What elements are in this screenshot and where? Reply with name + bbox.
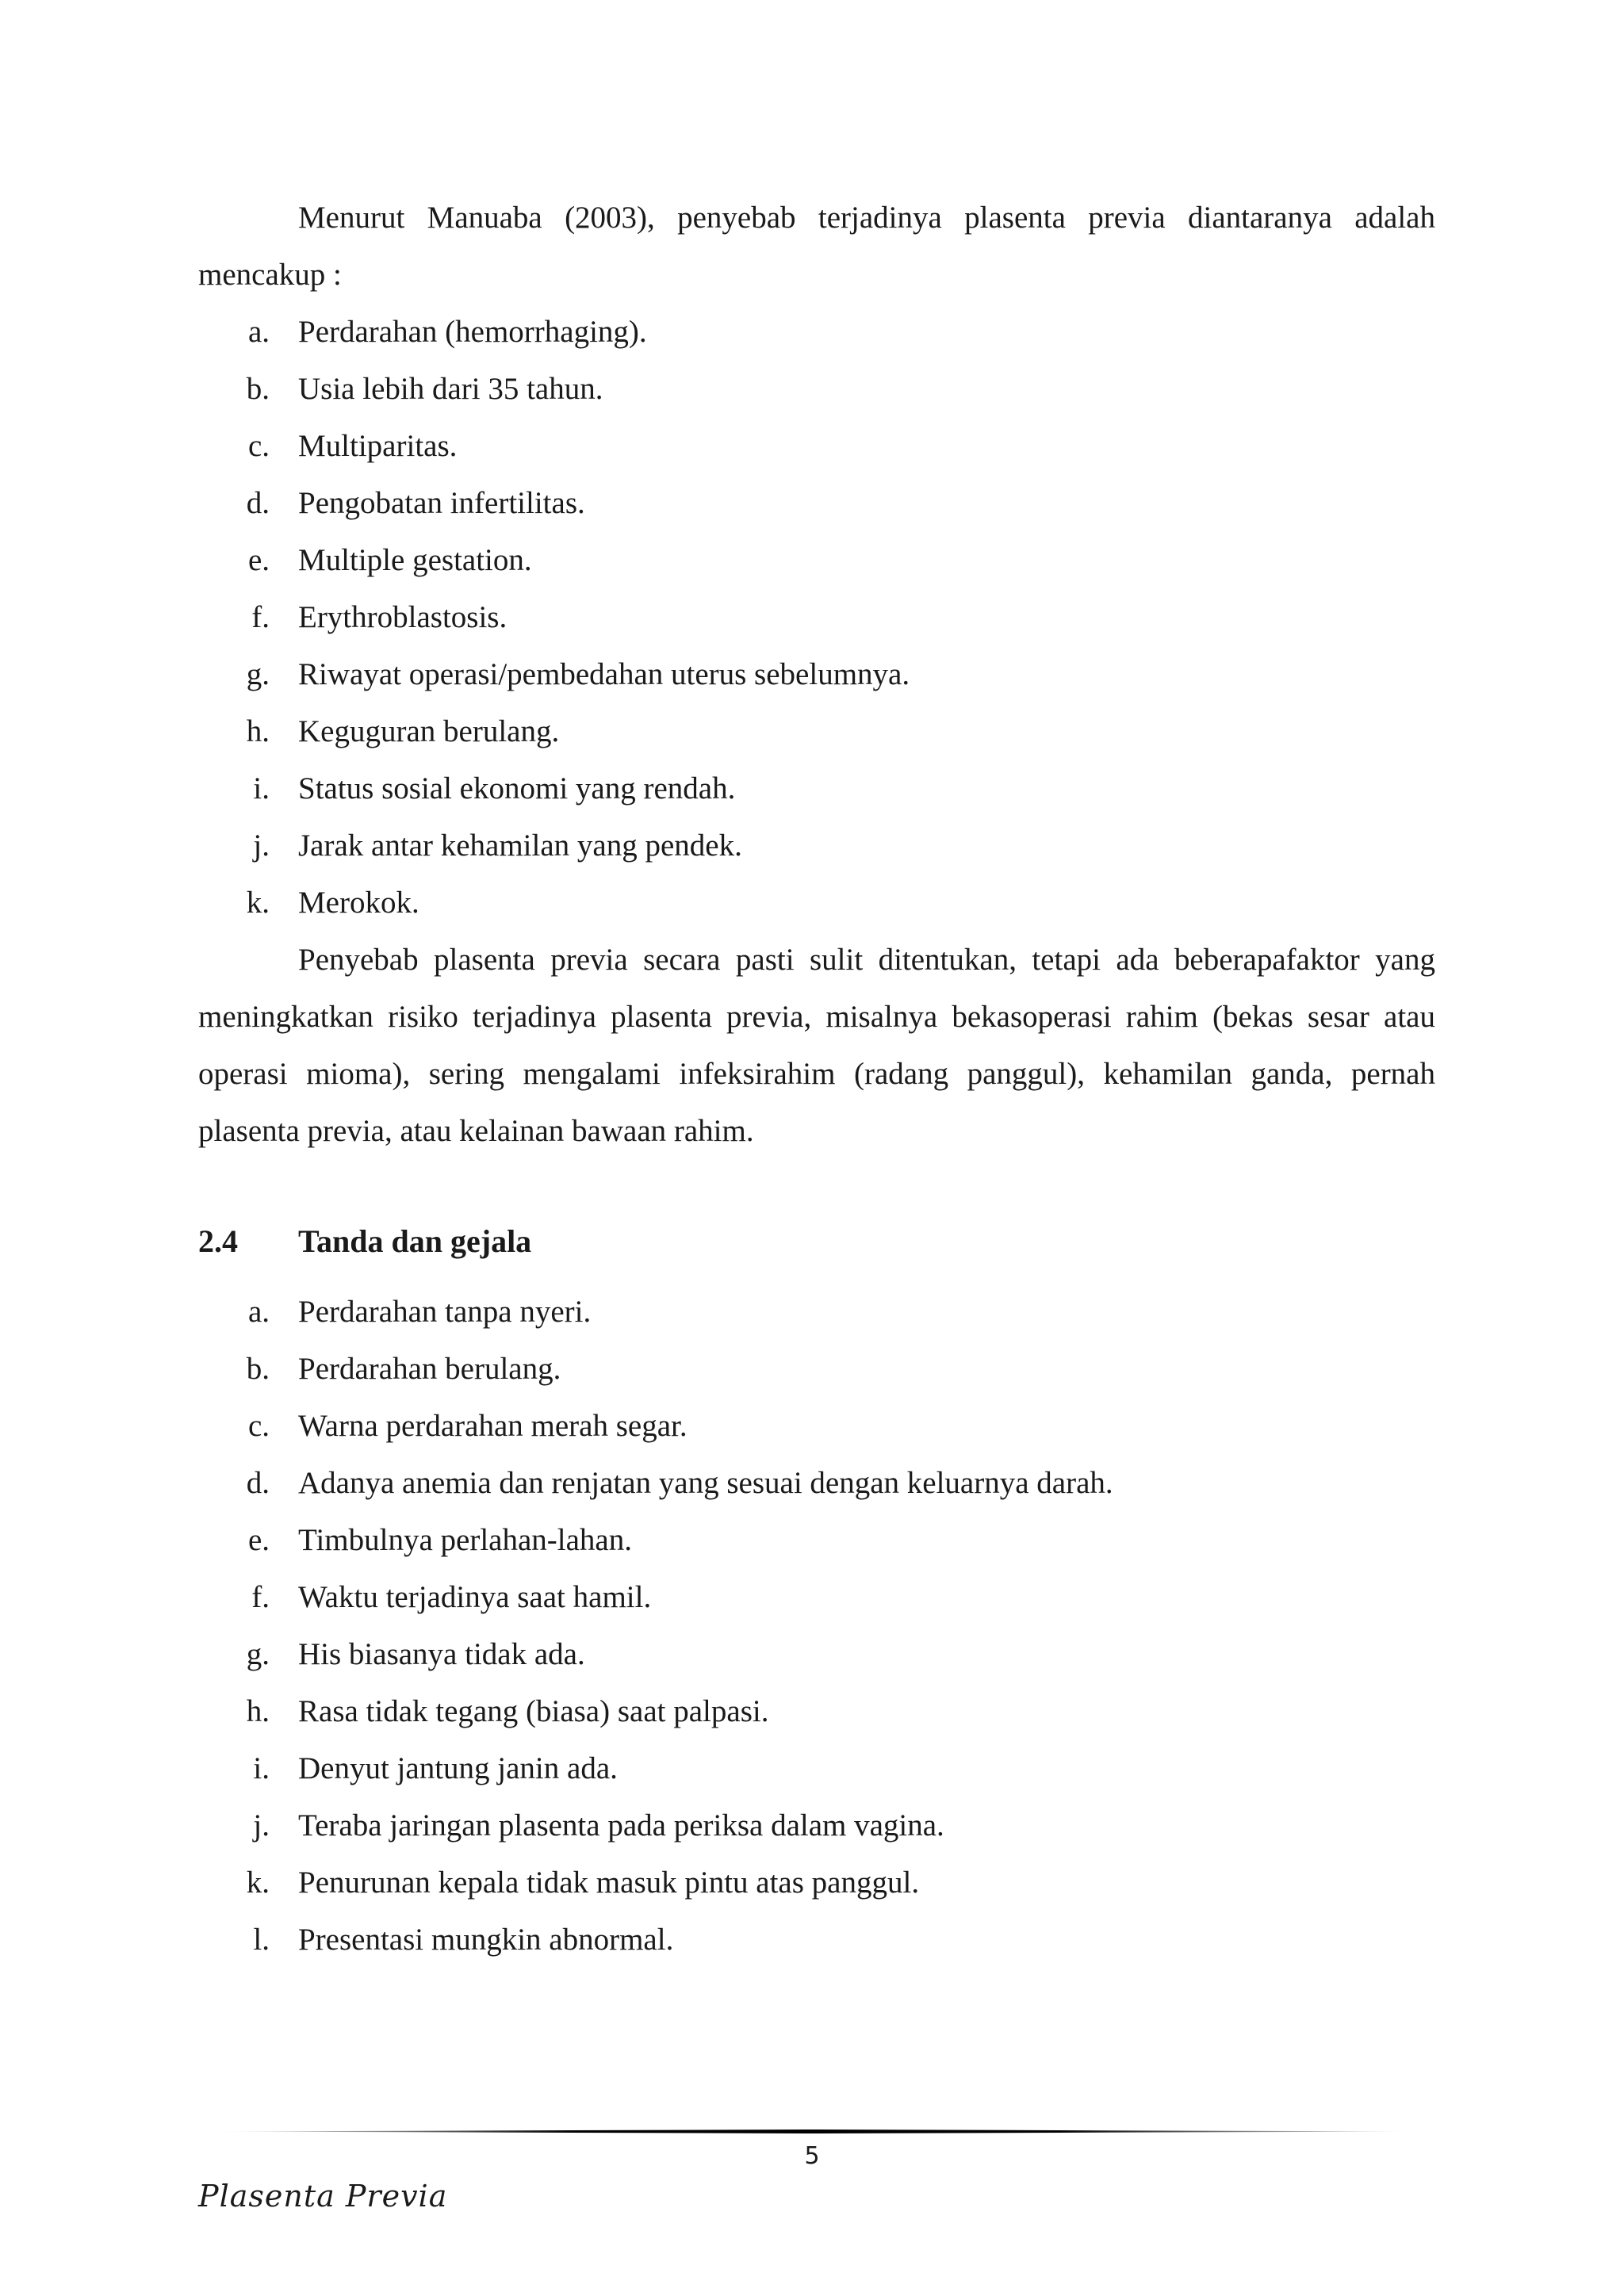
list-item-text: Usia lebih dari 35 tahun. — [298, 372, 603, 406]
list-marker: e. — [247, 543, 270, 577]
list-marker: b. — [246, 1352, 270, 1386]
list-item — [198, 817, 1435, 874]
list-marker: k. — [246, 1866, 270, 1900]
list-marker: f. — [251, 600, 270, 634]
list-marker: f. — [251, 1580, 270, 1614]
explanation-paragraph — [198, 932, 1435, 1160]
list-marker: i. — [253, 771, 270, 806]
list-marker: j. — [253, 1808, 270, 1843]
list-item-text: Warna perdarahan merah segar. — [298, 1409, 688, 1443]
list-item-text: Multiple gestation. — [298, 543, 532, 577]
list-item-text: Keguguran berulang. — [298, 714, 560, 748]
list-item — [198, 1797, 1435, 1854]
explanation-text: Penyebab plasenta previa secara pasti sulit ditentukan, tetapi ada beberapafaktor yang meningkatkan risiko terjadinya plasenta previa, misalnya bekasoperasi rahim (bekas sesar atau operasi mioma), sering mengalami infeksirahim (radang panggul), kehamilan ganda, pernah plasenta previa, atau kelainan bawaan rahim. — [198, 943, 1435, 1148]
list-item-text: Jarak antar kehamilan yang pendek. — [298, 828, 742, 863]
list-item-text: Perdarahan berulang. — [298, 1352, 561, 1386]
list-item — [198, 418, 1435, 475]
list-item-text: Perdarahan (hemorrhaging). — [298, 315, 647, 349]
list-marker: d. — [246, 486, 270, 520]
list-item — [198, 703, 1435, 760]
list-item — [198, 1740, 1435, 1797]
list-item — [198, 1284, 1435, 1341]
list-item-text: Waktu terjadinya saat hamil. — [298, 1580, 652, 1614]
list-marker: c. — [247, 429, 270, 463]
list-item-text: Penurunan kepala tidak masuk pintu atas panggul. — [298, 1866, 920, 1900]
list-item — [198, 646, 1435, 703]
list-item — [198, 874, 1435, 932]
list-item — [198, 1512, 1435, 1569]
list-marker: g. — [246, 657, 270, 691]
list-item-text: Riwayat operasi/pembedahan uterus sebelumnya. — [298, 657, 910, 691]
list-marker: d. — [246, 1466, 270, 1500]
footer-running-title: Plasenta Previa — [198, 2179, 448, 2214]
list-item — [198, 589, 1435, 646]
list-item-text: Perdarahan tanpa nyeri. — [298, 1295, 592, 1329]
list-item-text: Pengobatan infertilitas. — [298, 486, 585, 520]
list-item-text: Merokok. — [298, 886, 419, 920]
list-item-text: Adanya anemia dan renjatan yang sesuai dengan keluarnya darah. — [298, 1466, 1113, 1500]
list-item — [198, 760, 1435, 817]
list-marker: j. — [253, 828, 270, 863]
list-marker: b. — [246, 372, 270, 406]
list-item — [198, 1398, 1435, 1455]
list-item — [198, 1683, 1435, 1740]
list-item — [198, 304, 1435, 361]
signs-list — [198, 1284, 1435, 1969]
list-marker: g. — [246, 1637, 270, 1671]
intro-paragraph — [198, 189, 1435, 304]
list-item-text: Presentasi mungkin abnormal. — [298, 1923, 674, 1957]
list-item-text: Rasa tidak tegang (biasa) saat palpasi. — [298, 1694, 769, 1728]
list-item — [198, 361, 1435, 418]
list-marker: h. — [246, 1694, 270, 1728]
list-item — [198, 1455, 1435, 1512]
list-item-text: Status sosial ekonomi yang rendah. — [298, 771, 736, 806]
list-marker: c. — [247, 1409, 270, 1443]
section-title: Tanda dan gejala — [298, 1223, 532, 1259]
list-item-text: His biasanya tidak ada. — [298, 1637, 585, 1671]
list-marker: a. — [247, 315, 270, 349]
list-item — [198, 1569, 1435, 1626]
intro-text: Menurut Manuaba (2003), penyebab terjadinya plasenta previa diantaranya adalah mencakup : — [198, 201, 1435, 292]
list-item — [198, 1341, 1435, 1398]
footer-divider — [213, 2130, 1419, 2133]
list-item-text: Denyut jantung janin ada. — [298, 1751, 618, 1785]
list-marker: k. — [246, 886, 270, 920]
list-item — [198, 475, 1435, 532]
list-item-text: Timbulnya perlahan-lahan. — [298, 1523, 632, 1557]
list-marker: a. — [247, 1295, 270, 1329]
list-marker: l. — [253, 1923, 270, 1957]
page-number: 5 — [804, 2142, 820, 2170]
causes-list — [198, 304, 1435, 932]
list-item — [198, 532, 1435, 589]
list-marker: e. — [247, 1523, 270, 1557]
list-marker: h. — [246, 714, 270, 748]
list-item — [198, 1626, 1435, 1683]
list-item-text: Erythroblastosis. — [298, 600, 508, 634]
section-number: 2.4 — [198, 1223, 238, 1259]
list-marker: i. — [253, 1751, 270, 1785]
list-item — [198, 1854, 1435, 1911]
list-item-text: Multiparitas. — [298, 429, 458, 463]
list-item-text: Teraba jaringan plasenta pada periksa dalam vagina. — [298, 1808, 944, 1843]
list-item — [198, 1911, 1435, 1969]
